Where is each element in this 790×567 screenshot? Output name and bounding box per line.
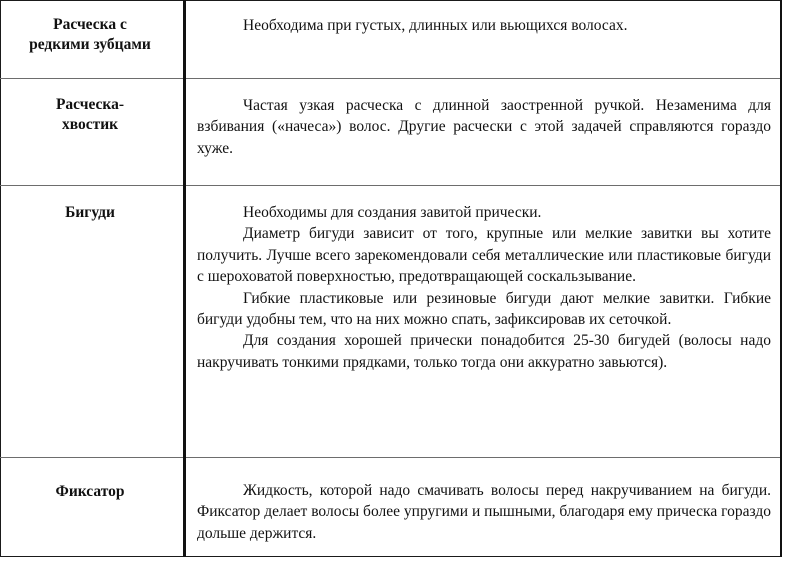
table-row [1, 186, 782, 458]
description-paragraph: Необходима при густых, длинных или вьющихся волосах. [243, 17, 628, 34]
description-cell [185, 1, 782, 79]
description-paragraph: Необходимы для создания завитой прически. [243, 204, 542, 221]
term-label-line-1: Расческа- [55, 96, 125, 113]
term-label-line-2: редкими зубцами [29, 36, 151, 54]
term-cell [1, 458, 185, 557]
description-paragraph: Жидкость, которой надо смачивать волосы перед накручиванием на бигуди. Фиксатор делает волосы более упругими и пышными, благодаря ему прическа гораздо дольше держится. [197, 482, 771, 542]
description-cell [185, 79, 782, 186]
term-label-line-2: хвостик [61, 116, 119, 134]
description-paragraph: Частая узкая расческа с длинной заостренной ручкой. Незаменима для взбивания («начеса») волос. Другие расчески с этой задачей справляются гораздо хуже. [197, 97, 771, 157]
description-cell [185, 186, 782, 458]
term-label-line-1: Расческа с [53, 16, 127, 33]
term-cell [1, 1, 185, 79]
term-label-line-1: Бигуди [65, 204, 115, 221]
term-cell [1, 79, 185, 186]
description-paragraph: Для создания хорошей прически понадобится 25-30 бигудей (волосы надо накручивать тонкими прядками, только тогда они аккуратно завьются). [197, 332, 771, 371]
description-cell [185, 458, 782, 557]
description-paragraph: Гибкие пластиковые или резиновые бигуди дают мелкие завитки. Гибкие бигуди удобны тем, что на них можно спать, зафиксировав их сеточкой. [197, 289, 771, 328]
term-label-line-1: Фиксатор [55, 483, 125, 500]
description-paragraph: Диаметр бигуди зависит от того, крупные или мелкие завитки вы хотите получить. Лучше всего зарекомендовали себя металлические или пластиковые бигуди с шероховатой поверхностью, предотвращающей соскальзывание. [197, 225, 771, 286]
table-body [1, 1, 782, 557]
table-row [1, 1, 782, 79]
term-cell [1, 186, 185, 458]
table-row [1, 458, 782, 557]
table-row [1, 79, 782, 186]
